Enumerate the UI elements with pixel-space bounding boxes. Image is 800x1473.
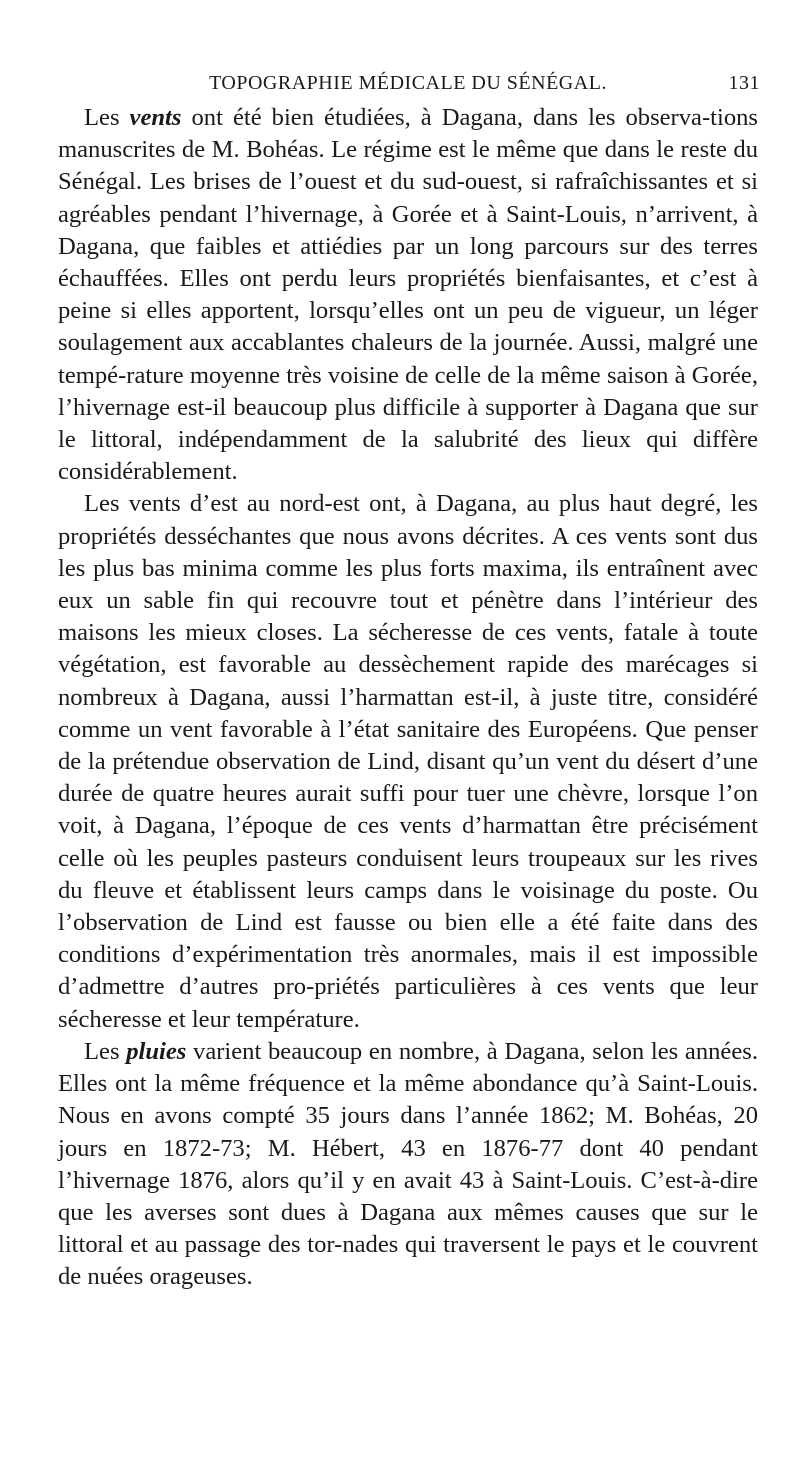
paragraph-east-winds — [58, 488, 758, 1035]
paragraph-text: ont été bien étudiées, à Dagana, dans les observa-tions manuscrites de M. Bohéas. Le régime est le même que dans le reste du Sénégal. Les brises de l’ouest et du sud-ouest, si rafraîchissantes et si agréables pendant l’hivernage, à Gorée et à Saint-Louis, n’arrivent, à Dagana, que faibles et attiédies par un long parcours sur des terres échauffées. Elles ont perdu leurs propriétés bienfaisantes, et c’est à peine si elles apportent, lorsqu’elles ont un peu de vigueur, un léger soulagement aux accablantes chaleurs de la journée. Aussi, malgré une tempé-rature moyenne très voisine de celle de la même saison à Gorée, l’hivernage est-il beaucoup plus difficile à supporter à Dagana que sur le littoral, indépendamment de la salubrité des lieux qui diffère considérablement. — [58, 104, 758, 486]
paragraph-text: varient beaucoup en nombre, à Dagana, selon les années. Elles ont la même fréquence et la même abondance qu’à Saint-Louis. Nous en avons compté 35 jours dans l’année 1862; M. Bohéas, 20 jours en 1872-73; M. Hébert, 43 en 1876-77 dont 40 pendant l’hivernage 1876, alors qu’il y en avait 43 à Saint-Louis. C’est-à-dire que les averses sont dues à Dagana aux mêmes causes que sur le littoral et au passage des tor-nades qui traversent le pays et le couvrent de nuées orageuses. — [58, 1037, 758, 1291]
italic-keyword: pluies — [126, 1037, 187, 1065]
paragraph-text: Les vents d’est au nord-est ont, à Dagana, au plus haut degré, les propriétés desséchantes que nous avons décrites. A ces vents sont dus les plus bas minima comme les plus forts maxima, ils entraînent avec eux un sable fin qui recouvre tout et pénètre dans l’intérieur des maisons les mieux closes. La sécheresse de ces vents, fatale à toute végétation, est favorable au dessèchement rapide des marécages si nombreux à Dagana, aussi l’harmattan est-il, à juste titre, considéré comme un vent favorable à l’état sanitaire des Européens. Que penser de la prétendue observation de Lind, disant qu’un vent du désert d’une durée de quatre heures aurait suffi pour tuer une chèvre, lorsque l’on voit, à Dagana, l’époque de ces vents d’harmattan être précisément celle où les peuples pasteurs conduisent leurs troupeaux sur les rives du fleuve et établissent leurs camps dans le voisinage du poste. Ou l’observation de Lind est fausse ou bien elle a été faite dans des conditions d’expérimentation très anormales, mais il est impossible d’admettre d’autres pro-priétés particulières à ces vents que leur sécheresse et leur température. — [58, 490, 758, 1033]
paragraph-rain — [58, 1036, 758, 1294]
running-header — [58, 68, 758, 102]
paragraph-lead: Les — [84, 104, 130, 131]
paragraph-winds — [58, 102, 758, 488]
document-page — [58, 68, 758, 1294]
header-title: TOPOGRAPHIE MÉDICALE DU SÉNÉGAL. — [209, 72, 607, 94]
italic-keyword: vents — [129, 104, 182, 131]
page-number: 131 — [728, 72, 760, 94]
paragraph-lead: Les — [84, 1037, 127, 1065]
